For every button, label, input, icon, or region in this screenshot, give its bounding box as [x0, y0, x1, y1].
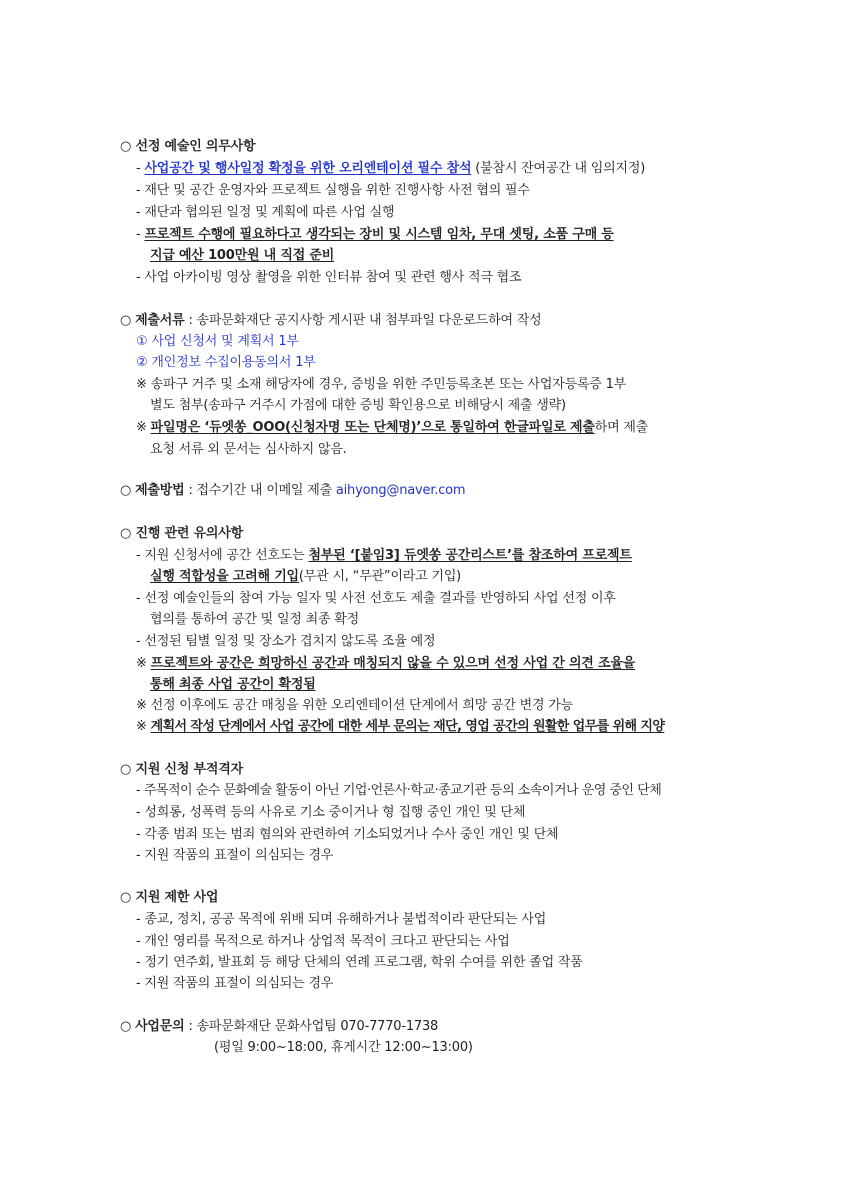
section-heading: ○ 지원 신청 부적격자: [120, 762, 243, 777]
section-heading: ○ 선정 예술인 의무사항: [120, 139, 256, 154]
list-item: - 재단과 협의된 일정 및 계획에 따른 사업 실행: [136, 205, 395, 220]
section-heading: ○ 진행 관련 유의사항: [120, 526, 243, 541]
note-continuation: 요청 서류 외 문서는 심사하지 않음.: [150, 442, 347, 457]
contact-hours: (평일 9:00~18:00, 휴게시간 12:00~13:00): [214, 1040, 473, 1055]
list-item: - 성희롱, 성폭력 등의 사유로 기소 중이거나 형 집행 중인 개인 및 단체: [136, 805, 526, 820]
list-item-continuation: 협의를 통하여 공간 및 일정 최종 확정: [150, 612, 359, 627]
section-heading: ○ 지원 제한 사업: [120, 890, 219, 905]
list-item: - 선정 예술인들의 참여 가능 일자 및 사전 선호도 제출 결과를 반영하되 사업 선정 이후: [136, 591, 616, 606]
note-continuation: 별도 첨부(송파구 거주시 가점에 대한 증빙 확인용으로 비해당시 제출 생략): [150, 398, 566, 413]
list-item: - 재단 및 공간 운영자와 프로젝트 실행을 위한 진행사항 사전 협의 필수: [136, 183, 530, 198]
note-continuation: 통해 최종 사업 공간이 확정됨: [150, 677, 316, 692]
note: ※ 프로젝트와 공간은 희망하신 공간과 매칭되지 않을 수 있으며 선정 사업 간 의견 조율을: [136, 656, 636, 671]
note: ※ 선정 이후에도 공간 매칭을 위한 오리엔테이션 단계에서 희망 공간 변경 가능: [136, 698, 574, 713]
list-item: - 지원 신청서에 공간 선호도는 첨부된 ‘[붙임3] 듀엣쏭 공간리스트’를 참조하여 프로젝트: [136, 548, 632, 563]
section-heading: ○ 제출방법 : 접수기간 내 이메일 제출 aihyong@naver.com: [120, 483, 466, 498]
list-item: - 개인 영리를 목적으로 하거나 상업적 목적이 크다고 판단되는 사업: [136, 934, 510, 949]
note: ※ 파일명은 ‘듀엣쏭_OOO(신청자명 또는 단체명)’으로 통일하여 한글파일로 제출하며 제출: [136, 420, 649, 435]
section-heading: ○ 사업문의 : 송파문화재단 문화사업팀 070-7770-1738: [120, 1019, 439, 1034]
list-item: - 선정된 팀별 일정 및 장소가 겹치지 않도록 조율 예정: [136, 634, 436, 649]
list-item: - 지원 작품의 표절이 의심되는 경우: [136, 976, 334, 991]
list-item: ① 사업 신청서 및 계획서 1부: [136, 334, 299, 349]
list-item: - 프로젝트 수행에 필요하다고 생각되는 장비 및 시스템 임차, 무대 셋팅, 소품 구매 등: [136, 227, 614, 242]
list-item: - 사업공간 및 행사일정 확정을 위한 오리엔테이션 필수 참석 (불참시 잔여공간 내 임의지정): [136, 161, 646, 176]
orientation-link-text: 사업공간 및 행사일정 확정을 위한 오리엔테이션 필수 참석: [144, 161, 472, 176]
list-item: - 정기 연주회, 발표회 등 해당 단체의 연례 프로그램, 학위 수여를 위한 졸업 작품: [136, 955, 583, 970]
list-item: - 사업 아카이빙 영상 촬영을 위한 인터뷰 참여 및 관련 행사 적극 협조: [136, 270, 522, 285]
list-item-continuation: 실행 적합성을 고려해 기입(무관 시, “무관”이라고 기입): [150, 569, 462, 584]
list-item: - 주목적이 순수 문화예술 활동이 아닌 기업·언론사·학교·종교기관 등의 소속이거나 운영 중인 단체: [136, 783, 662, 798]
section-heading: ○ 제출서류 : 송파문화재단 공지사항 게시판 내 첨부파일 다운로드하여 작성: [120, 313, 542, 328]
note: ※ 계획서 작성 단계에서 사업 공간에 대한 세부 문의는 재단, 영업 공간의 원활한 업무를 위해 지양: [136, 719, 665, 734]
list-item: - 각종 범죄 또는 범죄 혐의와 관련하여 기소되었거나 수사 중인 개인 및 단체: [136, 827, 559, 842]
note: ※ 송파구 거주 및 소재 해당자에 경우, 증빙을 위한 주민등록초본 또는 사업자등록증 1부: [136, 377, 627, 392]
list-item: - 지원 작품의 표절이 의심되는 경우: [136, 848, 334, 863]
email-address[interactable]: aihyong@naver.com: [335, 483, 466, 498]
list-item: ② 개인정보 수집이용동의서 1부: [136, 355, 316, 370]
list-item-continuation: 지급 예산 100만원 내 직접 준비: [150, 248, 335, 263]
list-item: - 종교, 정치, 공공 목적에 위배 되며 유해하거나 불법적이라 판단되는 사업: [136, 912, 547, 927]
